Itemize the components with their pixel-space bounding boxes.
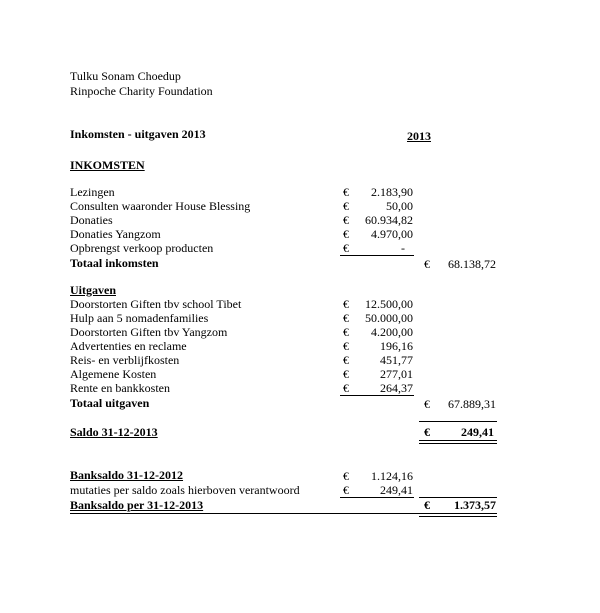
- currency-symbol: €: [343, 367, 349, 381]
- currency-symbol: €: [424, 425, 430, 439]
- bank-closing-amount: 1.373,57: [454, 498, 496, 512]
- currency-symbol: €: [343, 311, 349, 325]
- income-row-label: Consulten waaronder House Blessing: [70, 199, 251, 213]
- expense-row-label: Algemene Kosten: [70, 367, 157, 381]
- year-column-header: 2013: [407, 129, 431, 143]
- expense-row-label: Reis- en verblijfkosten: [70, 353, 180, 367]
- bank-closing-double-rule-1: [70, 513, 497, 514]
- bank-closing-label: Banksaldo per 31-12-2013: [70, 498, 204, 512]
- currency-symbol: €: [424, 257, 430, 271]
- currency-symbol: €: [343, 199, 349, 213]
- currency-symbol: €: [343, 227, 349, 241]
- currency-symbol: €: [343, 339, 349, 353]
- currency-symbol: €: [343, 297, 349, 311]
- expense-row-amount: 4.200,00: [371, 325, 413, 339]
- income-row-label: Donaties Yangzom: [70, 227, 161, 241]
- income-row-label: Donaties: [70, 213, 113, 227]
- income-row-amount: 50,00: [386, 199, 413, 213]
- bank-opening-label: Banksaldo 31-12-2012: [70, 468, 184, 482]
- expenses-total-label: Totaal uitgaven: [70, 396, 150, 410]
- subtotal-rule: [340, 497, 414, 498]
- income-total-label: Totaal inkomsten: [70, 256, 159, 270]
- income-row-amount: -: [401, 241, 405, 255]
- currency-symbol: €: [343, 353, 349, 367]
- expense-row-label: Rente en bankkosten: [70, 381, 170, 395]
- currency-symbol: €: [424, 498, 430, 512]
- expense-row-amount: 50.000,00: [365, 311, 413, 325]
- saldo-label: Saldo 31-12-2013: [70, 425, 158, 439]
- currency-symbol: €: [343, 325, 349, 339]
- income-row-amount: 2.183,90: [371, 185, 413, 199]
- currency-symbol: €: [343, 213, 349, 227]
- expense-row-label: Advertenties en reclame: [70, 339, 187, 353]
- expense-row-amount: 277,01: [380, 367, 413, 381]
- income-total-amount: 68.138,72: [448, 257, 496, 271]
- saldo-amount: 249,41: [461, 425, 494, 439]
- organization-name-line1: Tulku Sonam Choedup: [70, 69, 181, 83]
- currency-symbol: €: [343, 469, 349, 483]
- income-row-amount: 60.934,82: [365, 213, 413, 227]
- expense-row-label: Hulp aan 5 nomadenfamilies: [70, 311, 209, 325]
- expense-row-amount: 196,16: [380, 339, 413, 353]
- currency-symbol: €: [343, 241, 349, 255]
- expense-row-label: Doorstorten Giften tbv school Tibet: [70, 297, 242, 311]
- income-row-label: Opbrengst verkoop producten: [70, 241, 214, 255]
- bank-mutation-amount: 249,41: [380, 483, 413, 497]
- expense-row-amount: 264,37: [380, 381, 413, 395]
- subtotal-rule: [340, 255, 414, 256]
- organization-name-line2: Rinpoche Charity Foundation: [70, 84, 213, 98]
- currency-symbol: €: [343, 483, 349, 497]
- income-heading: INKOMSTEN: [70, 158, 145, 172]
- saldo-double-rule-2: [419, 443, 497, 444]
- bank-mutation-label: mutaties per saldo zoals hierboven verantwoord: [70, 483, 300, 497]
- expense-row-label: Doorstorten Giften tbv Yangzom: [70, 325, 228, 339]
- currency-symbol: €: [343, 185, 349, 199]
- expenses-total-amount: 67.889,31: [448, 397, 496, 411]
- income-row-amount: 4.970,00: [371, 227, 413, 241]
- currency-symbol: €: [343, 381, 349, 395]
- bank-closing-double-rule-2: [419, 516, 497, 517]
- report-title: Inkomsten - uitgaven 2013: [70, 127, 206, 141]
- saldo-top-rule: [419, 421, 497, 422]
- expense-row-amount: 12.500,00: [365, 297, 413, 311]
- expenses-heading: Uitgaven: [70, 283, 116, 297]
- saldo-double-rule-1: [419, 440, 497, 441]
- subtotal-rule: [340, 395, 414, 396]
- bank-opening-amount: 1.124,16: [371, 469, 413, 483]
- currency-symbol: €: [424, 397, 430, 411]
- income-row-label: Lezingen: [70, 185, 115, 199]
- expense-row-amount: 451,77: [380, 353, 413, 367]
